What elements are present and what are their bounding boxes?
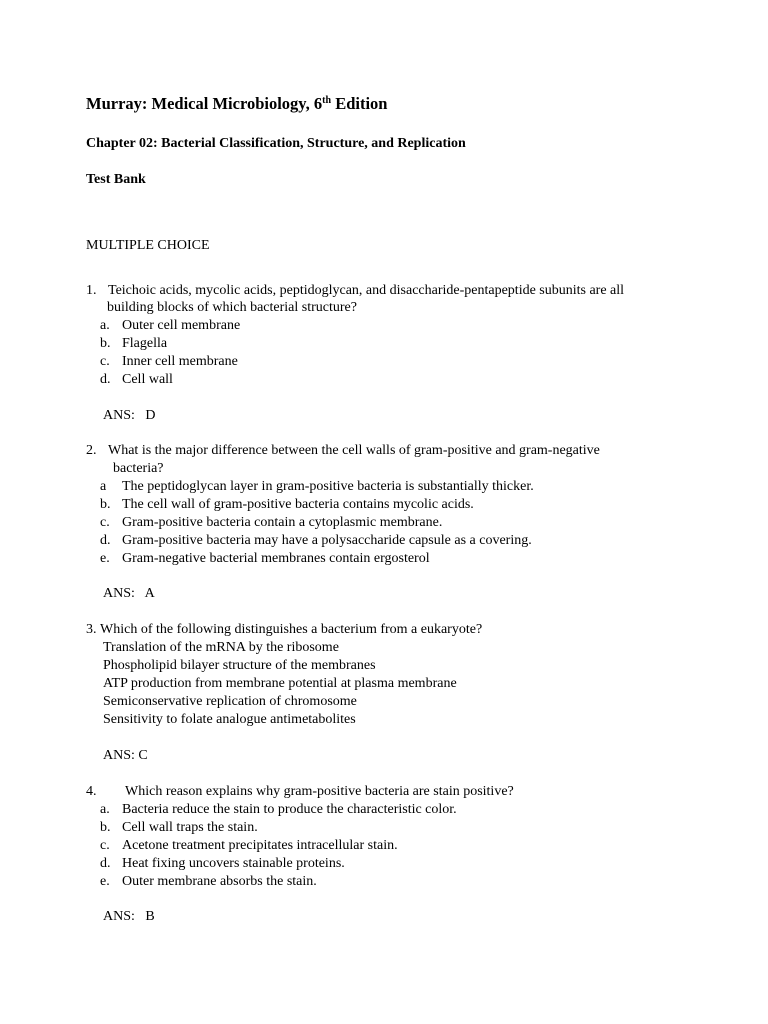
question-number: 2. <box>86 443 97 458</box>
title-superscript: th <box>322 95 332 106</box>
question-text-continued: bacteria? <box>113 461 164 476</box>
option-letter: d. <box>100 372 111 387</box>
option-text: Acetone treatment precipitates intracellular stain. <box>122 838 398 853</box>
option-text: Phospholipid bilayer structure of the membranes <box>103 658 376 673</box>
answer-key: ANS: C <box>103 748 148 763</box>
option-letter: a. <box>100 318 110 333</box>
option-letter: b. <box>100 497 111 512</box>
option-letter: c. <box>100 838 110 853</box>
test-bank-label: Test Bank <box>86 172 146 187</box>
document-title <box>86 95 387 113</box>
option-text: Flagella <box>122 336 168 351</box>
option-text: Gram-positive bacteria may have a polysaccharide capsule as a covering. <box>122 533 532 548</box>
answer-key: ANS: D <box>103 408 156 423</box>
option-letter: e. <box>100 551 110 566</box>
option-text: Bacteria reduce the stain to produce the characteristic color. <box>122 802 457 817</box>
question-number: 4. <box>86 784 97 799</box>
option-letter: d. <box>100 533 111 548</box>
section-heading: MULTIPLE CHOICE <box>86 238 210 253</box>
option-text: Gram-negative bacterial membranes contain ergosterol <box>122 551 430 566</box>
option-letter: c. <box>100 354 110 369</box>
option-text: The peptidoglycan layer in gram-positive bacteria is substantially thicker. <box>122 479 534 494</box>
option-letter: b. <box>100 820 111 835</box>
option-letter: a. <box>100 802 110 817</box>
option-letter: c. <box>100 515 110 530</box>
question-number: 1. <box>86 283 97 298</box>
question-text: Which reason explains why gram-positive bacteria are stain positive? <box>125 784 514 799</box>
option-letter: e. <box>100 874 110 889</box>
option-text: Sensitivity to folate analogue antimetabolites <box>103 712 356 727</box>
answer-key: ANS: B <box>103 909 155 924</box>
chapter-heading: Chapter 02: Bacterial Classification, Structure, and Replication <box>86 136 466 151</box>
option-text: Semiconservative replication of chromosome <box>103 694 357 709</box>
option-text: The cell wall of gram-positive bacteria contains mycolic acids. <box>122 497 474 512</box>
option-text: Cell wall traps the stain. <box>122 820 258 835</box>
title-edition: Edition <box>331 94 388 113</box>
question-text-continued: building blocks of which bacterial structure? <box>107 300 357 315</box>
option-letter: a <box>100 479 107 494</box>
option-text: Cell wall <box>122 372 173 387</box>
option-text: Outer membrane absorbs the stain. <box>122 874 317 889</box>
answer-key: ANS: A <box>103 586 155 601</box>
question-number: 3. <box>86 622 97 637</box>
title-text: Murray: Medical Microbiology, 6 <box>86 94 323 113</box>
option-text: ATP production from membrane potential at plasma membrane <box>103 676 457 691</box>
option-text: Heat fixing uncovers stainable proteins. <box>122 856 345 871</box>
option-letter: d. <box>100 856 111 871</box>
option-text: Gram-positive bacteria contain a cytoplasmic membrane. <box>122 515 443 530</box>
option-text: Translation of the mRNA by the ribosome <box>103 640 339 655</box>
option-letter: b. <box>100 336 111 351</box>
question-text: Teichoic acids, mycolic acids, peptidoglycan, and disaccharide-pentapeptide subunits are all <box>108 283 625 298</box>
question-text: What is the major difference between the cell walls of gram-positive and gram-negative <box>108 443 600 458</box>
option-text: Inner cell membrane <box>122 354 238 369</box>
option-text: Outer cell membrane <box>122 318 241 333</box>
question-text: Which of the following distinguishes a bacterium from a eukaryote? <box>100 622 483 637</box>
